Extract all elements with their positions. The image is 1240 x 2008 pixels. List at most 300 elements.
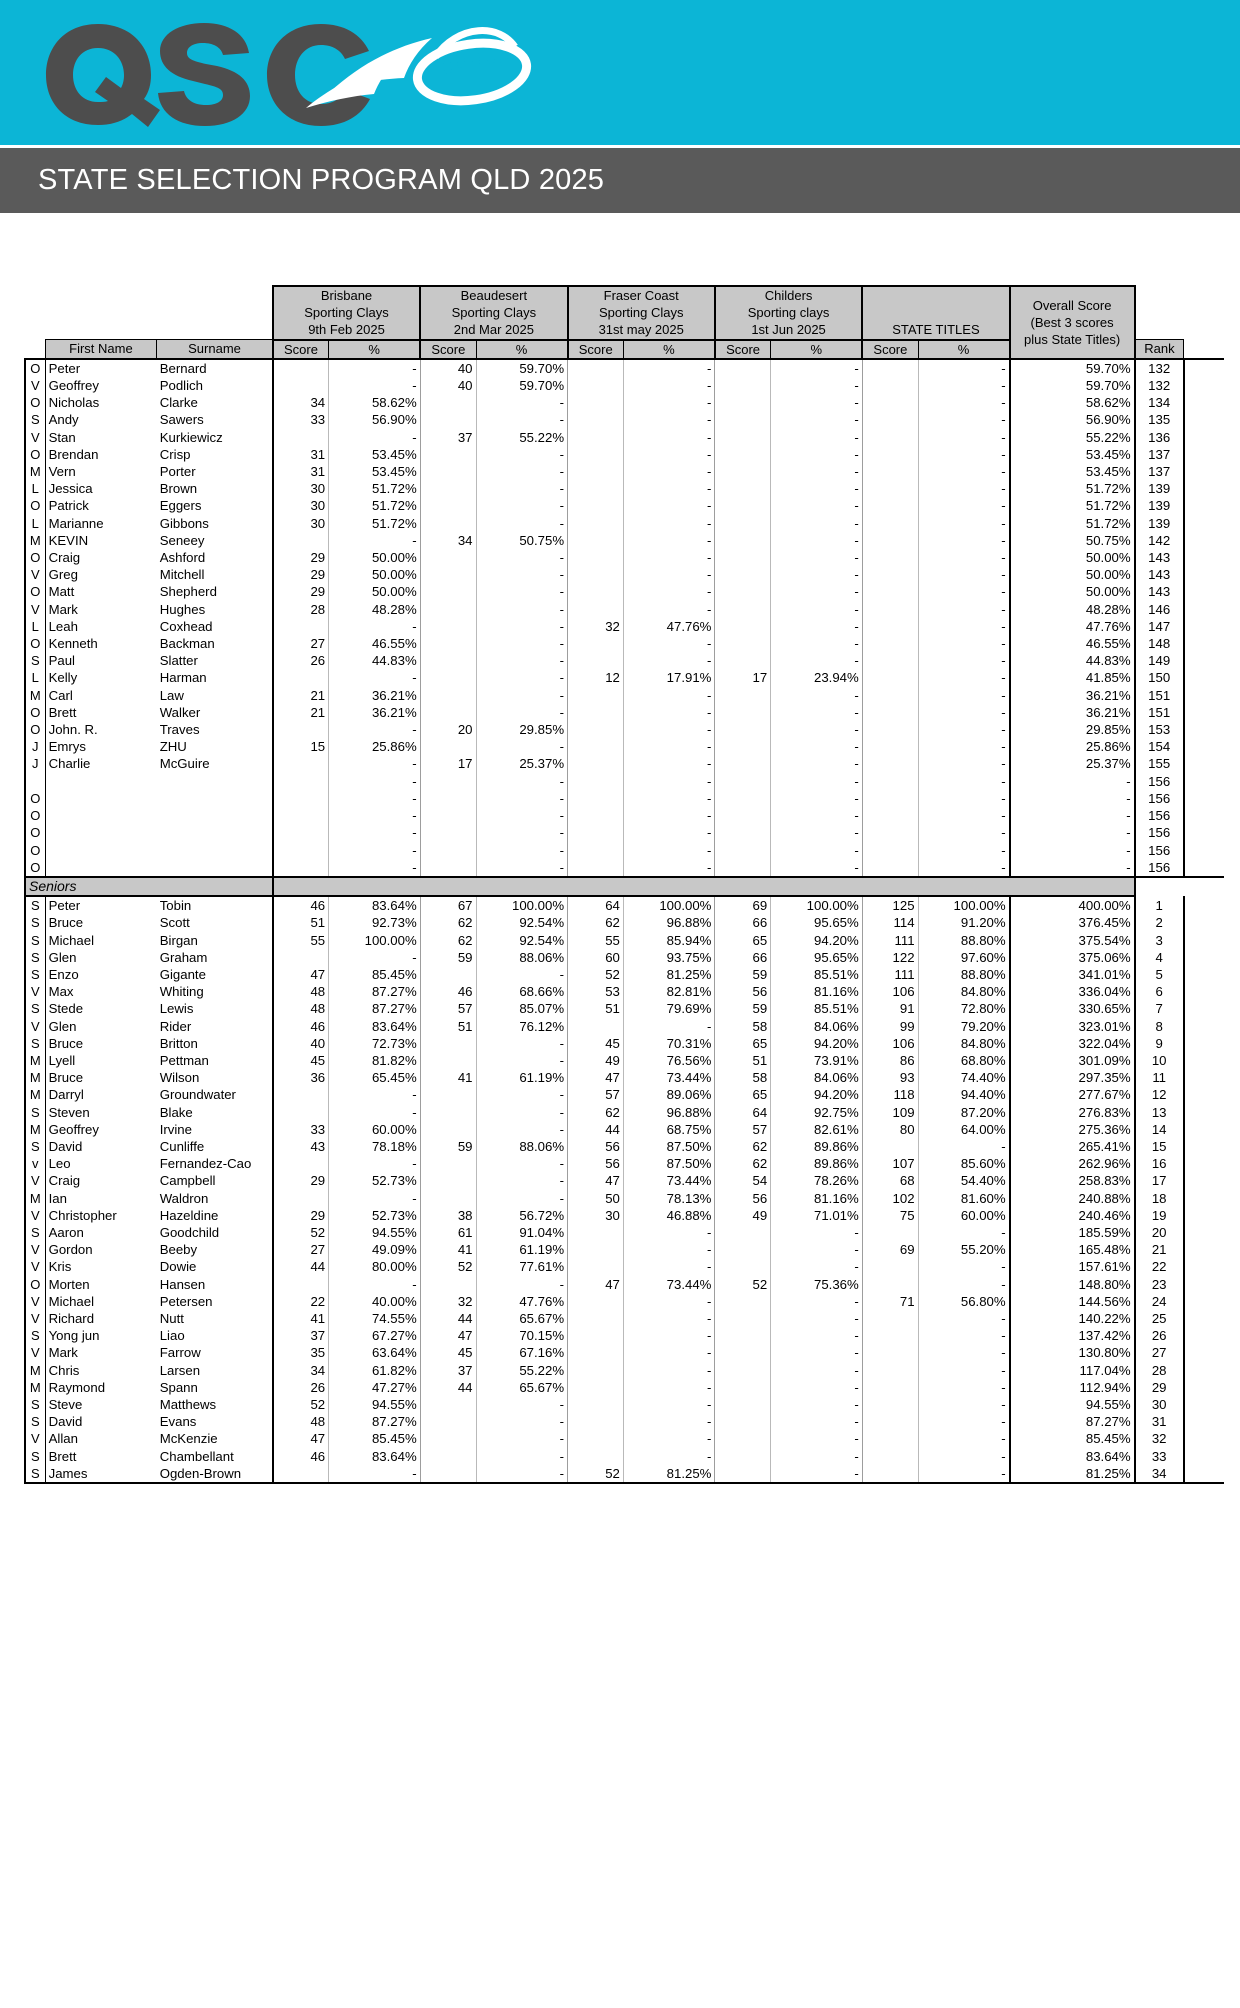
- table-row[interactable]: [25, 359, 1224, 377]
- cell-pct-childers: 95.65%: [771, 914, 863, 931]
- cell-rank: 134: [1135, 394, 1184, 411]
- cell-spacer: [1184, 1086, 1224, 1103]
- cell-spacer: [1184, 497, 1224, 514]
- table-row[interactable]: [25, 1138, 1224, 1155]
- cell-spacer: [1184, 1121, 1224, 1138]
- table-row[interactable]: [25, 394, 1224, 411]
- cell-score-childers: [715, 1327, 771, 1344]
- cell-score-childers: 56: [715, 1190, 771, 1207]
- table-row[interactable]: [25, 1344, 1224, 1361]
- cell-surname: Shepherd: [157, 583, 273, 600]
- cell-score-state-titles: 106: [862, 1035, 918, 1052]
- cell-score-state-titles: [862, 1379, 918, 1396]
- table-row[interactable]: [25, 1086, 1224, 1103]
- table-row[interactable]: [25, 949, 1224, 966]
- cell-spacer: [1184, 1241, 1224, 1258]
- cell-pct-beaudesert: 61.19%: [476, 1241, 568, 1258]
- cell-pct-childers: 81.16%: [771, 983, 863, 1000]
- cell-score-fraser: [568, 1379, 624, 1396]
- cell-score-brisbane: 30: [273, 497, 329, 514]
- table-row[interactable]: [25, 583, 1224, 600]
- cell-score-childers: 54: [715, 1172, 771, 1189]
- cell-category: S: [25, 1224, 45, 1241]
- cell-category: M: [25, 532, 45, 549]
- cell-pct-childers: -: [771, 1465, 863, 1483]
- cell-score-fraser: 55: [568, 932, 624, 949]
- cell-score-state-titles: 107: [862, 1155, 918, 1172]
- cell-pct-fraser: -: [623, 1310, 715, 1327]
- table-row[interactable]: [25, 652, 1224, 669]
- col-header-score-brisbane: Score: [273, 340, 329, 359]
- table-row[interactable]: [25, 738, 1224, 755]
- cell-pct-beaudesert: 70.15%: [476, 1327, 568, 1344]
- cell-surname: Birgan: [157, 932, 273, 949]
- cell-first-name: Max: [48, 984, 74, 1000]
- cell-surname: Hazeldine: [157, 1207, 273, 1224]
- cell-rank: 33: [1135, 1448, 1184, 1465]
- cell-first-name: Peter: [45, 359, 157, 377]
- cell-pct-brisbane: -: [329, 429, 421, 446]
- cell-rank: 23: [1135, 1276, 1184, 1293]
- cell-rank: 137: [1135, 446, 1184, 463]
- cell-score-childers: [715, 755, 771, 772]
- cell-first-name: Bruce: [48, 1070, 84, 1086]
- table-row[interactable]: [25, 824, 1224, 841]
- table-row[interactable]: [25, 932, 1224, 949]
- table-row[interactable]: [25, 1310, 1224, 1327]
- cell-score-state-titles: 75: [862, 1207, 918, 1224]
- table-row[interactable]: [25, 859, 1224, 877]
- cell-overall-score: -: [1010, 773, 1135, 790]
- table-row[interactable]: [25, 1241, 1224, 1258]
- cell-pct-state-titles: 60.00%: [918, 1207, 1010, 1224]
- cell-pct-state-titles: -: [918, 463, 1010, 480]
- cell-pct-state-titles: -: [918, 1430, 1010, 1447]
- cell-score-brisbane: [273, 669, 329, 686]
- cell-overall-score: -: [1010, 790, 1135, 807]
- cell-first-name: Morten: [48, 1276, 90, 1292]
- cell-pct-state-titles: -: [918, 1224, 1010, 1241]
- section-label-seniors: Seniors: [25, 877, 273, 896]
- table-row[interactable]: [25, 1155, 1224, 1172]
- cell-rank: 156: [1135, 859, 1184, 877]
- cell-pct-beaudesert: -: [476, 1052, 568, 1069]
- cell-pct-beaudesert: -: [476, 1104, 568, 1121]
- cell-pct-brisbane: 51.72%: [329, 497, 421, 514]
- table-row[interactable]: [25, 966, 1224, 983]
- cell-first-name: Patrick: [48, 498, 89, 514]
- cell-spacer: [1184, 966, 1224, 983]
- cell-first-name: KEVIN: [48, 532, 89, 548]
- cell-pct-state-titles: -: [918, 635, 1010, 652]
- cell-score-brisbane: 46: [273, 896, 329, 914]
- cell-score-childers: 51: [715, 1052, 771, 1069]
- cell-category: S: [25, 949, 45, 966]
- cell-pct-state-titles: -: [918, 359, 1010, 377]
- table-row[interactable]: [25, 1448, 1224, 1465]
- table-row[interactable]: [25, 618, 1224, 635]
- table-row[interactable]: [25, 1035, 1224, 1052]
- cell-pct-beaudesert: -: [476, 583, 568, 600]
- cell-first-name: Chris: [48, 1362, 80, 1378]
- cell-pct-state-titles: -: [918, 687, 1010, 704]
- cell-score-state-titles: [862, 429, 918, 446]
- cell-rank: 156: [1135, 842, 1184, 859]
- table-row[interactable]: [25, 463, 1224, 480]
- cell-pct-brisbane: -: [329, 824, 421, 841]
- table-row[interactable]: [25, 497, 1224, 514]
- cell-score-childers: [715, 411, 771, 428]
- cell-rank: 4: [1135, 949, 1184, 966]
- cell-overall-score: 50.75%: [1010, 532, 1135, 549]
- cell-pct-beaudesert: -: [476, 1276, 568, 1293]
- table-row[interactable]: [25, 1207, 1224, 1224]
- cell-overall-score: 265.41%: [1010, 1138, 1135, 1155]
- cell-first-name: [45, 807, 157, 824]
- cell-pct-beaudesert: 56.72%: [476, 1207, 568, 1224]
- cell-pct-beaudesert: 100.00%: [476, 896, 568, 914]
- table-row[interactable]: [25, 755, 1224, 772]
- table-row[interactable]: [25, 377, 1224, 394]
- cell-spacer: [1184, 377, 1224, 394]
- cell-pct-childers: -: [771, 411, 863, 428]
- table-row[interactable]: [25, 635, 1224, 652]
- table-row[interactable]: [25, 1069, 1224, 1086]
- cell-category: V: [25, 1207, 45, 1224]
- cell-rank: 17: [1135, 1172, 1184, 1189]
- table-row[interactable]: [25, 1293, 1224, 1310]
- cell-pct-state-titles: -: [918, 618, 1010, 635]
- cell-rank: 25: [1135, 1310, 1184, 1327]
- title-table-gap: [0, 213, 1240, 285]
- cell-overall-score: -: [1010, 807, 1135, 824]
- cell-overall-score: 336.04%: [1010, 983, 1135, 1000]
- cell-pct-brisbane: -: [329, 1104, 421, 1121]
- cell-spacer: [1184, 652, 1224, 669]
- cell-pct-state-titles: -: [918, 446, 1010, 463]
- cell-spacer: [1184, 1276, 1224, 1293]
- cell-score-childers: 69: [715, 896, 771, 914]
- cell-first-name: Richard: [48, 1310, 95, 1326]
- cell-score-fraser: [568, 687, 624, 704]
- cell-pct-brisbane: 61.82%: [329, 1362, 421, 1379]
- cell-score-childers: 49: [715, 1207, 771, 1224]
- cell-pct-beaudesert: -: [476, 411, 568, 428]
- cell-category: O: [25, 549, 45, 566]
- cell-first-name: Enzo: [48, 966, 79, 982]
- table-row[interactable]: [25, 1276, 1224, 1293]
- cell-score-brisbane: 33: [273, 411, 329, 428]
- group-header-childers: [715, 286, 862, 340]
- cell-pct-beaudesert: 85.07%: [476, 1000, 568, 1017]
- table-row[interactable]: [25, 1379, 1224, 1396]
- col-header-pct-childers: %: [771, 340, 863, 359]
- cell-surname: Porter: [157, 463, 273, 480]
- cell-score-beaudesert: 52: [420, 1258, 476, 1275]
- cell-pct-fraser: 96.88%: [623, 1104, 715, 1121]
- cell-score-beaudesert: [420, 463, 476, 480]
- cell-score-childers: [715, 773, 771, 790]
- table-row[interactable]: [25, 515, 1224, 532]
- cell-first-name: Charlie: [48, 756, 91, 772]
- cell-score-state-titles: [862, 790, 918, 807]
- cell-score-fraser: [568, 842, 624, 859]
- cell-rank: 19: [1135, 1207, 1184, 1224]
- cell-rank: 135: [1135, 411, 1184, 428]
- table-row[interactable]: [25, 1327, 1224, 1344]
- cell-surname: Walker: [157, 704, 273, 721]
- cell-pct-brisbane: 52.73%: [329, 1172, 421, 1189]
- cell-surname: Waldron: [157, 1190, 273, 1207]
- cell-score-brisbane: [273, 532, 329, 549]
- cell-score-fraser: [568, 532, 624, 549]
- cell-pct-fraser: -: [623, 842, 715, 859]
- cell-score-fraser: 57: [568, 1086, 624, 1103]
- cell-pct-brisbane: -: [329, 949, 421, 966]
- cell-pct-brisbane: -: [329, 618, 421, 635]
- cell-score-fraser: 30: [568, 1207, 624, 1224]
- cell-pct-fraser: -: [623, 687, 715, 704]
- table-row[interactable]: [25, 842, 1224, 859]
- cell-first-name: Raymond: [48, 1379, 106, 1395]
- cell-score-fraser: [568, 1241, 624, 1258]
- cell-category: S: [25, 1138, 45, 1155]
- cell-overall-score: 165.48%: [1010, 1241, 1135, 1258]
- table-row[interactable]: [25, 566, 1224, 583]
- cell-surname: Britton: [157, 1035, 273, 1052]
- table-row[interactable]: [25, 1190, 1224, 1207]
- section-row-seniors: [25, 877, 1224, 896]
- cell-spacer: [1184, 1207, 1224, 1224]
- cell-score-childers: [715, 601, 771, 618]
- cell-score-childers: 62: [715, 1155, 771, 1172]
- cell-overall-score: 25.86%: [1010, 738, 1135, 755]
- cell-score-state-titles: [862, 669, 918, 686]
- cell-spacer: [1184, 635, 1224, 652]
- cell-score-childers: [715, 807, 771, 824]
- table-row[interactable]: [25, 411, 1224, 428]
- cell-score-fraser: [568, 463, 624, 480]
- cell-pct-childers: 100.00%: [771, 896, 863, 914]
- table-row[interactable]: [25, 1362, 1224, 1379]
- cell-score-brisbane: [273, 842, 329, 859]
- cell-overall-score: 46.55%: [1010, 635, 1135, 652]
- table-row[interactable]: [25, 532, 1224, 549]
- cell-pct-childers: -: [771, 463, 863, 480]
- cell-pct-beaudesert: -: [476, 463, 568, 480]
- cell-pct-childers: -: [771, 1430, 863, 1447]
- cell-overall-score: 36.21%: [1010, 687, 1135, 704]
- cell-overall-score: 297.35%: [1010, 1069, 1135, 1086]
- cell-first-name: Bruce: [48, 1035, 84, 1051]
- cell-overall-score: 112.94%: [1010, 1379, 1135, 1396]
- cell-score-beaudesert: [420, 669, 476, 686]
- cell-first-name: Stede: [48, 1001, 84, 1017]
- cell-pct-state-titles: -: [918, 1396, 1010, 1413]
- cell-pct-state-titles: 88.80%: [918, 966, 1010, 983]
- table-row[interactable]: [25, 1224, 1224, 1241]
- table-row[interactable]: [25, 1018, 1224, 1035]
- cell-surname: Pettman: [157, 1052, 273, 1069]
- table-row[interactable]: [25, 549, 1224, 566]
- table-row[interactable]: [25, 1121, 1224, 1138]
- cell-spacer: [1184, 773, 1224, 790]
- cell-score-childers: 58: [715, 1018, 771, 1035]
- table-row[interactable]: [25, 896, 1224, 914]
- cell-first-name: Brett: [48, 704, 77, 720]
- cell-pct-brisbane: 50.00%: [329, 566, 421, 583]
- cell-pct-fraser: -: [623, 755, 715, 772]
- table-row[interactable]: [25, 704, 1224, 721]
- cell-pct-childers: 85.51%: [771, 966, 863, 983]
- cell-surname: Liao: [157, 1327, 273, 1344]
- cell-score-beaudesert: [420, 1448, 476, 1465]
- cell-category: O: [25, 859, 45, 877]
- table-row[interactable]: [25, 1465, 1224, 1483]
- group-childers-line1: Childers: [764, 288, 813, 303]
- cell-surname: Hughes: [157, 601, 273, 618]
- cell-score-childers: [715, 1224, 771, 1241]
- cell-pct-state-titles: 68.80%: [918, 1052, 1010, 1069]
- cell-score-brisbane: [273, 1104, 329, 1121]
- cell-overall-score: 53.45%: [1010, 463, 1135, 480]
- table-row[interactable]: [25, 790, 1224, 807]
- cell-score-brisbane: [273, 721, 329, 738]
- group-fraser-line2: Sporting Clays: [598, 305, 684, 321]
- cell-score-fraser: [568, 359, 624, 377]
- cell-score-state-titles: 71: [862, 1293, 918, 1310]
- cell-pct-state-titles: -: [918, 704, 1010, 721]
- cell-surname: Larsen: [157, 1362, 273, 1379]
- cell-overall-score: 375.54%: [1010, 932, 1135, 949]
- cell-pct-fraser: -: [623, 1241, 715, 1258]
- cell-surname: [157, 773, 273, 790]
- cell-score-brisbane: 52: [273, 1224, 329, 1241]
- cell-surname: Seneey: [157, 532, 273, 549]
- cell-overall-score: 50.00%: [1010, 549, 1135, 566]
- cell-score-beaudesert: 46: [420, 983, 476, 1000]
- cell-spacer: [1184, 515, 1224, 532]
- cell-pct-state-titles: -: [918, 480, 1010, 497]
- table-row[interactable]: [25, 601, 1224, 618]
- table-row[interactable]: [25, 807, 1224, 824]
- table-row[interactable]: [25, 914, 1224, 931]
- cell-pct-beaudesert: -: [476, 515, 568, 532]
- cell-spacer: [1184, 359, 1224, 377]
- cell-score-beaudesert: [420, 1052, 476, 1069]
- group-brisbane-line1: Brisbane: [320, 288, 373, 303]
- table-row[interactable]: [25, 983, 1224, 1000]
- cell-score-beaudesert: [420, 652, 476, 669]
- cell-spacer: [1184, 914, 1224, 931]
- cell-surname: Beeby: [157, 1241, 273, 1258]
- cell-pct-childers: -: [771, 1344, 863, 1361]
- cell-first-name: Matt: [48, 584, 75, 600]
- table-row[interactable]: [25, 1172, 1224, 1189]
- table-row[interactable]: [25, 1413, 1224, 1430]
- cell-overall-score: 148.80%: [1010, 1276, 1135, 1293]
- header-cat-blank: [25, 340, 45, 359]
- cell-score-brisbane: 21: [273, 687, 329, 704]
- cell-surname: Sawers: [157, 411, 273, 428]
- cell-score-childers: [715, 377, 771, 394]
- cell-pct-childers: -: [771, 429, 863, 446]
- cell-pct-beaudesert: 65.67%: [476, 1379, 568, 1396]
- cell-surname: Podlich: [157, 377, 273, 394]
- table-row[interactable]: [25, 1258, 1224, 1275]
- table-row[interactable]: [25, 429, 1224, 446]
- cell-score-childers: 59: [715, 1000, 771, 1017]
- cell-spacer: [1184, 566, 1224, 583]
- cell-pct-beaudesert: -: [476, 480, 568, 497]
- cell-pct-state-titles: -: [918, 1465, 1010, 1483]
- cell-pct-state-titles: 94.40%: [918, 1086, 1010, 1103]
- cell-score-childers: [715, 618, 771, 635]
- cell-category: O: [25, 635, 45, 652]
- table-row[interactable]: [25, 773, 1224, 790]
- table-row[interactable]: [25, 1430, 1224, 1447]
- cell-score-childers: [715, 515, 771, 532]
- cell-score-state-titles: 69: [862, 1241, 918, 1258]
- table-row[interactable]: [25, 669, 1224, 686]
- cell-score-beaudesert: 41: [420, 1069, 476, 1086]
- cell-surname: Graham: [157, 949, 273, 966]
- table-row[interactable]: [25, 1000, 1224, 1017]
- cell-score-brisbane: 30: [273, 515, 329, 532]
- table-row[interactable]: [25, 721, 1224, 738]
- cell-pct-state-titles: -: [918, 859, 1010, 877]
- cell-score-beaudesert: [420, 1121, 476, 1138]
- cell-score-brisbane: 26: [273, 652, 329, 669]
- cell-category: V: [25, 1018, 45, 1035]
- cell-rank: 149: [1135, 652, 1184, 669]
- cell-surname: [157, 824, 273, 841]
- cell-pct-beaudesert: 29.85%: [476, 721, 568, 738]
- cell-score-state-titles: [862, 1465, 918, 1483]
- cell-score-fraser: 32: [568, 618, 624, 635]
- table-row[interactable]: [25, 446, 1224, 463]
- cell-category: O: [25, 824, 45, 841]
- cell-surname: Backman: [157, 635, 273, 652]
- table-body-seniors: [25, 896, 1224, 1483]
- table-row[interactable]: [25, 687, 1224, 704]
- cell-pct-state-titles: -: [918, 429, 1010, 446]
- cell-pct-beaudesert: -: [476, 1430, 568, 1447]
- cell-score-beaudesert: 44: [420, 1379, 476, 1396]
- cell-category: V: [25, 1430, 45, 1447]
- cell-rank: 151: [1135, 687, 1184, 704]
- cell-score-state-titles: 125: [862, 896, 918, 914]
- cell-pct-beaudesert: -: [476, 1155, 568, 1172]
- cell-rank: 11: [1135, 1069, 1184, 1086]
- cell-pct-beaudesert: -: [476, 1465, 568, 1483]
- cell-rank: 18: [1135, 1190, 1184, 1207]
- table-row[interactable]: [25, 1052, 1224, 1069]
- cell-spacer: [1184, 790, 1224, 807]
- cell-surname: Eggers: [157, 497, 273, 514]
- cell-first-name: Kelly: [48, 670, 78, 686]
- cell-spacer: [1184, 807, 1224, 824]
- cell-score-fraser: [568, 566, 624, 583]
- table-row[interactable]: [25, 480, 1224, 497]
- cell-score-brisbane: 51: [273, 914, 329, 931]
- table-row[interactable]: [25, 1104, 1224, 1121]
- cell-pct-childers: -: [771, 652, 863, 669]
- cell-score-beaudesert: [420, 566, 476, 583]
- table-row[interactable]: [25, 1396, 1224, 1413]
- cell-score-state-titles: [862, 1396, 918, 1413]
- cell-spacer: [1184, 896, 1224, 914]
